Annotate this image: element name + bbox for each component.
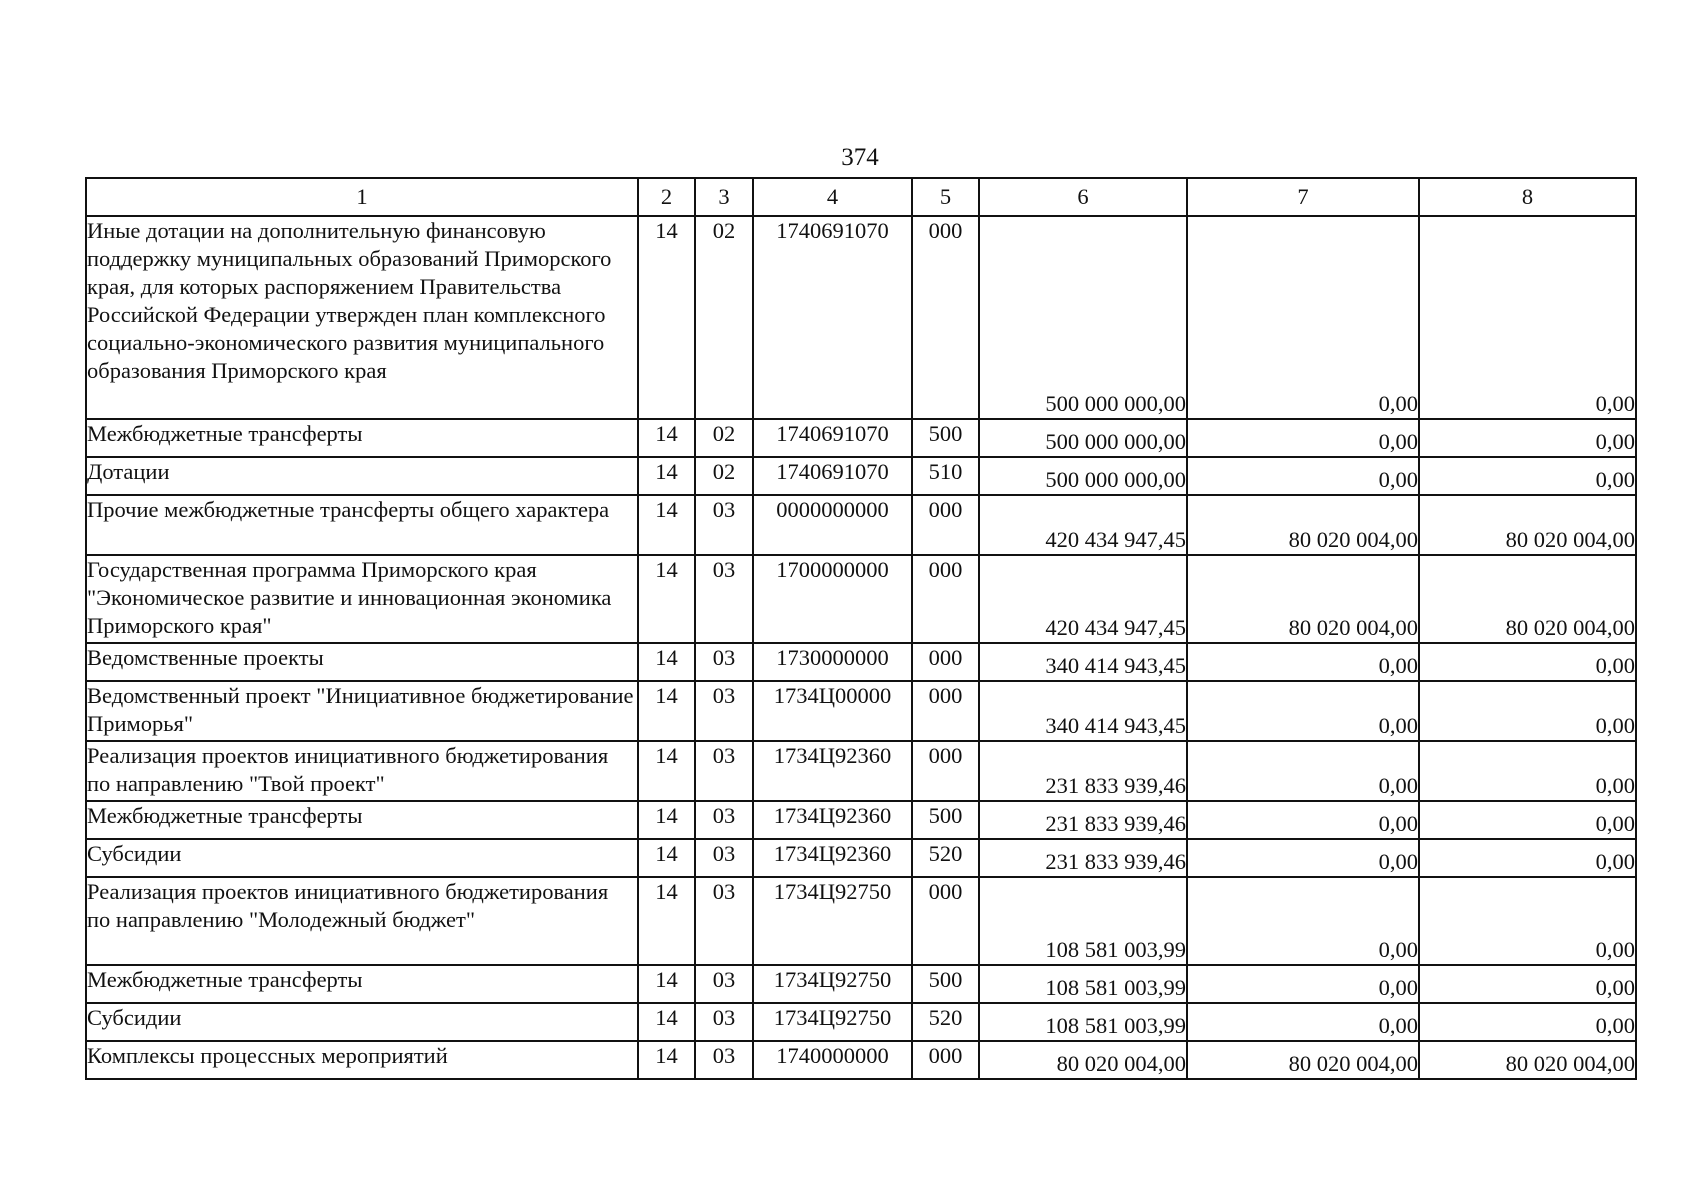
row-subsection: 03 — [695, 495, 753, 555]
row-amount-col8: 80 020 004,00 — [1419, 555, 1636, 643]
row-name: Государственная программа Приморского края "Экономическое развитие и инновационная экономика Приморского края" — [86, 555, 638, 643]
row-amount-col8: 80 020 004,00 — [1419, 495, 1636, 555]
row-target-code: 1734Ц92750 — [753, 965, 912, 1003]
row-expense-type: 000 — [912, 877, 979, 965]
table-row — [86, 1041, 1636, 1079]
row-target-code: 1734Ц92360 — [753, 839, 912, 877]
table-row — [86, 555, 1636, 643]
row-name: Субсидии — [86, 839, 638, 877]
table-row — [86, 643, 1636, 681]
row-target-code: 1740000000 — [753, 1041, 912, 1079]
row-amount-col6: 340 414 943,45 — [979, 681, 1187, 741]
row-amount-col6: 231 833 939,46 — [979, 839, 1187, 877]
row-section: 14 — [638, 216, 695, 419]
table-row — [86, 965, 1636, 1003]
row-expense-type: 500 — [912, 965, 979, 1003]
row-expense-type: 500 — [912, 801, 979, 839]
row-section: 14 — [638, 741, 695, 801]
row-section: 14 — [638, 801, 695, 839]
header-cell: 8 — [1419, 178, 1636, 216]
row-amount-col8: 0,00 — [1419, 419, 1636, 457]
row-expense-type: 510 — [912, 457, 979, 495]
row-amount-col6: 500 000 000,00 — [979, 457, 1187, 495]
row-target-code: 1730000000 — [753, 643, 912, 681]
header-cell: 4 — [753, 178, 912, 216]
header-cell: 1 — [86, 178, 638, 216]
row-subsection: 03 — [695, 643, 753, 681]
row-expense-type: 520 — [912, 839, 979, 877]
row-name: Дотации — [86, 457, 638, 495]
table-row — [86, 1003, 1636, 1041]
row-subsection: 02 — [695, 457, 753, 495]
table-row — [86, 216, 1636, 419]
row-amount-col7: 80 020 004,00 — [1187, 1041, 1419, 1079]
row-subsection: 03 — [695, 965, 753, 1003]
row-name: Ведомственный проект "Инициативное бюджетирование Приморья" — [86, 681, 638, 741]
row-amount-col8: 0,00 — [1419, 681, 1636, 741]
row-subsection: 03 — [695, 1003, 753, 1041]
row-expense-type: 000 — [912, 216, 979, 419]
row-target-code: 1700000000 — [753, 555, 912, 643]
row-amount-col6: 340 414 943,45 — [979, 643, 1187, 681]
row-amount-col7: 0,00 — [1187, 457, 1419, 495]
table-row — [86, 839, 1636, 877]
row-amount-col7: 0,00 — [1187, 741, 1419, 801]
row-amount-col7: 0,00 — [1187, 681, 1419, 741]
row-expense-type: 000 — [912, 495, 979, 555]
row-subsection: 03 — [695, 877, 753, 965]
header-row — [86, 178, 1636, 216]
row-subsection: 02 — [695, 419, 753, 457]
row-amount-col8: 80 020 004,00 — [1419, 1041, 1636, 1079]
row-amount-col8: 0,00 — [1419, 457, 1636, 495]
table-row — [86, 681, 1636, 741]
row-name: Межбюджетные трансферты — [86, 801, 638, 839]
row-expense-type: 520 — [912, 1003, 979, 1041]
row-section: 14 — [638, 555, 695, 643]
row-amount-col8: 0,00 — [1419, 877, 1636, 965]
row-amount-col8: 0,00 — [1419, 643, 1636, 681]
row-amount-col6: 108 581 003,99 — [979, 965, 1187, 1003]
row-amount-col7: 80 020 004,00 — [1187, 495, 1419, 555]
row-section: 14 — [638, 643, 695, 681]
row-amount-col7: 0,00 — [1187, 839, 1419, 877]
row-name: Межбюджетные трансферты — [86, 419, 638, 457]
row-amount-col7: 0,00 — [1187, 643, 1419, 681]
row-name: Межбюджетные трансферты — [86, 965, 638, 1003]
row-expense-type: 500 — [912, 419, 979, 457]
row-subsection: 03 — [695, 741, 753, 801]
row-amount-col7: 0,00 — [1187, 801, 1419, 839]
row-section: 14 — [638, 419, 695, 457]
row-amount-col6: 420 434 947,45 — [979, 555, 1187, 643]
row-amount-col7: 0,00 — [1187, 419, 1419, 457]
row-name: Прочие межбюджетные трансферты общего характера — [86, 495, 638, 555]
row-name: Реализация проектов инициативного бюджетирования по направлению "Молодежный бюджет" — [86, 877, 638, 965]
row-subsection: 03 — [695, 839, 753, 877]
row-target-code: 0000000000 — [753, 495, 912, 555]
row-amount-col6: 420 434 947,45 — [979, 495, 1187, 555]
row-amount-col7: 0,00 — [1187, 965, 1419, 1003]
row-expense-type: 000 — [912, 741, 979, 801]
header-cell: 3 — [695, 178, 753, 216]
row-name: Иные дотации на дополнительную финансовую поддержку муниципальных образований Приморского края, для которых распоряжением Правительства Российской Федерации утвержден план комплексного социально-экономического развития муниципального образования Приморского края — [86, 216, 638, 419]
page-number: 374 — [841, 144, 879, 171]
row-target-code: 1734Ц92750 — [753, 1003, 912, 1041]
row-name: Комплексы процессных мероприятий — [86, 1041, 638, 1079]
row-amount-col6: 231 833 939,46 — [979, 801, 1187, 839]
table-row — [86, 495, 1636, 555]
row-name: Субсидии — [86, 1003, 638, 1041]
row-target-code: 1734Ц00000 — [753, 681, 912, 741]
row-amount-col8: 0,00 — [1419, 216, 1636, 419]
row-amount-col8: 0,00 — [1419, 801, 1636, 839]
row-target-code: 1734Ц92360 — [753, 801, 912, 839]
table-row — [86, 801, 1636, 839]
row-expense-type: 000 — [912, 1041, 979, 1079]
row-amount-col6: 108 581 003,99 — [979, 1003, 1187, 1041]
row-subsection: 03 — [695, 1041, 753, 1079]
table-row — [86, 741, 1636, 801]
row-section: 14 — [638, 1003, 695, 1041]
table-row — [86, 877, 1636, 965]
row-target-code: 1740691070 — [753, 457, 912, 495]
row-subsection: 03 — [695, 801, 753, 839]
row-amount-col7: 0,00 — [1187, 1003, 1419, 1041]
row-target-code: 1740691070 — [753, 216, 912, 419]
row-section: 14 — [638, 457, 695, 495]
row-subsection: 03 — [695, 681, 753, 741]
row-amount-col7: 0,00 — [1187, 877, 1419, 965]
row-subsection: 02 — [695, 216, 753, 419]
row-section: 14 — [638, 1041, 695, 1079]
row-subsection: 03 — [695, 555, 753, 643]
budget-table — [85, 177, 1637, 1080]
row-amount-col6: 500 000 000,00 — [979, 216, 1187, 419]
row-target-code: 1734Ц92750 — [753, 877, 912, 965]
row-amount-col7: 80 020 004,00 — [1187, 555, 1419, 643]
row-amount-col6: 80 020 004,00 — [979, 1041, 1187, 1079]
row-section: 14 — [638, 681, 695, 741]
row-expense-type: 000 — [912, 681, 979, 741]
row-name: Реализация проектов инициативного бюджетирования по направлению "Твой проект" — [86, 741, 638, 801]
header-cell: 5 — [912, 178, 979, 216]
row-expense-type: 000 — [912, 555, 979, 643]
row-section: 14 — [638, 839, 695, 877]
row-section: 14 — [638, 495, 695, 555]
row-name: Ведомственные проекты — [86, 643, 638, 681]
row-amount-col6: 500 000 000,00 — [979, 419, 1187, 457]
row-expense-type: 000 — [912, 643, 979, 681]
header-cell: 6 — [979, 178, 1187, 216]
row-target-code: 1740691070 — [753, 419, 912, 457]
table-row — [86, 457, 1636, 495]
row-amount-col6: 231 833 939,46 — [979, 741, 1187, 801]
row-section: 14 — [638, 877, 695, 965]
row-target-code: 1734Ц92360 — [753, 741, 912, 801]
row-amount-col8: 0,00 — [1419, 965, 1636, 1003]
table-row — [86, 419, 1636, 457]
row-amount-col7: 0,00 — [1187, 216, 1419, 419]
row-section: 14 — [638, 965, 695, 1003]
row-amount-col8: 0,00 — [1419, 741, 1636, 801]
row-amount-col8: 0,00 — [1419, 839, 1636, 877]
row-amount-col6: 108 581 003,99 — [979, 877, 1187, 965]
row-amount-col8: 0,00 — [1419, 1003, 1636, 1041]
header-cell: 2 — [638, 178, 695, 216]
header-cell: 7 — [1187, 178, 1419, 216]
